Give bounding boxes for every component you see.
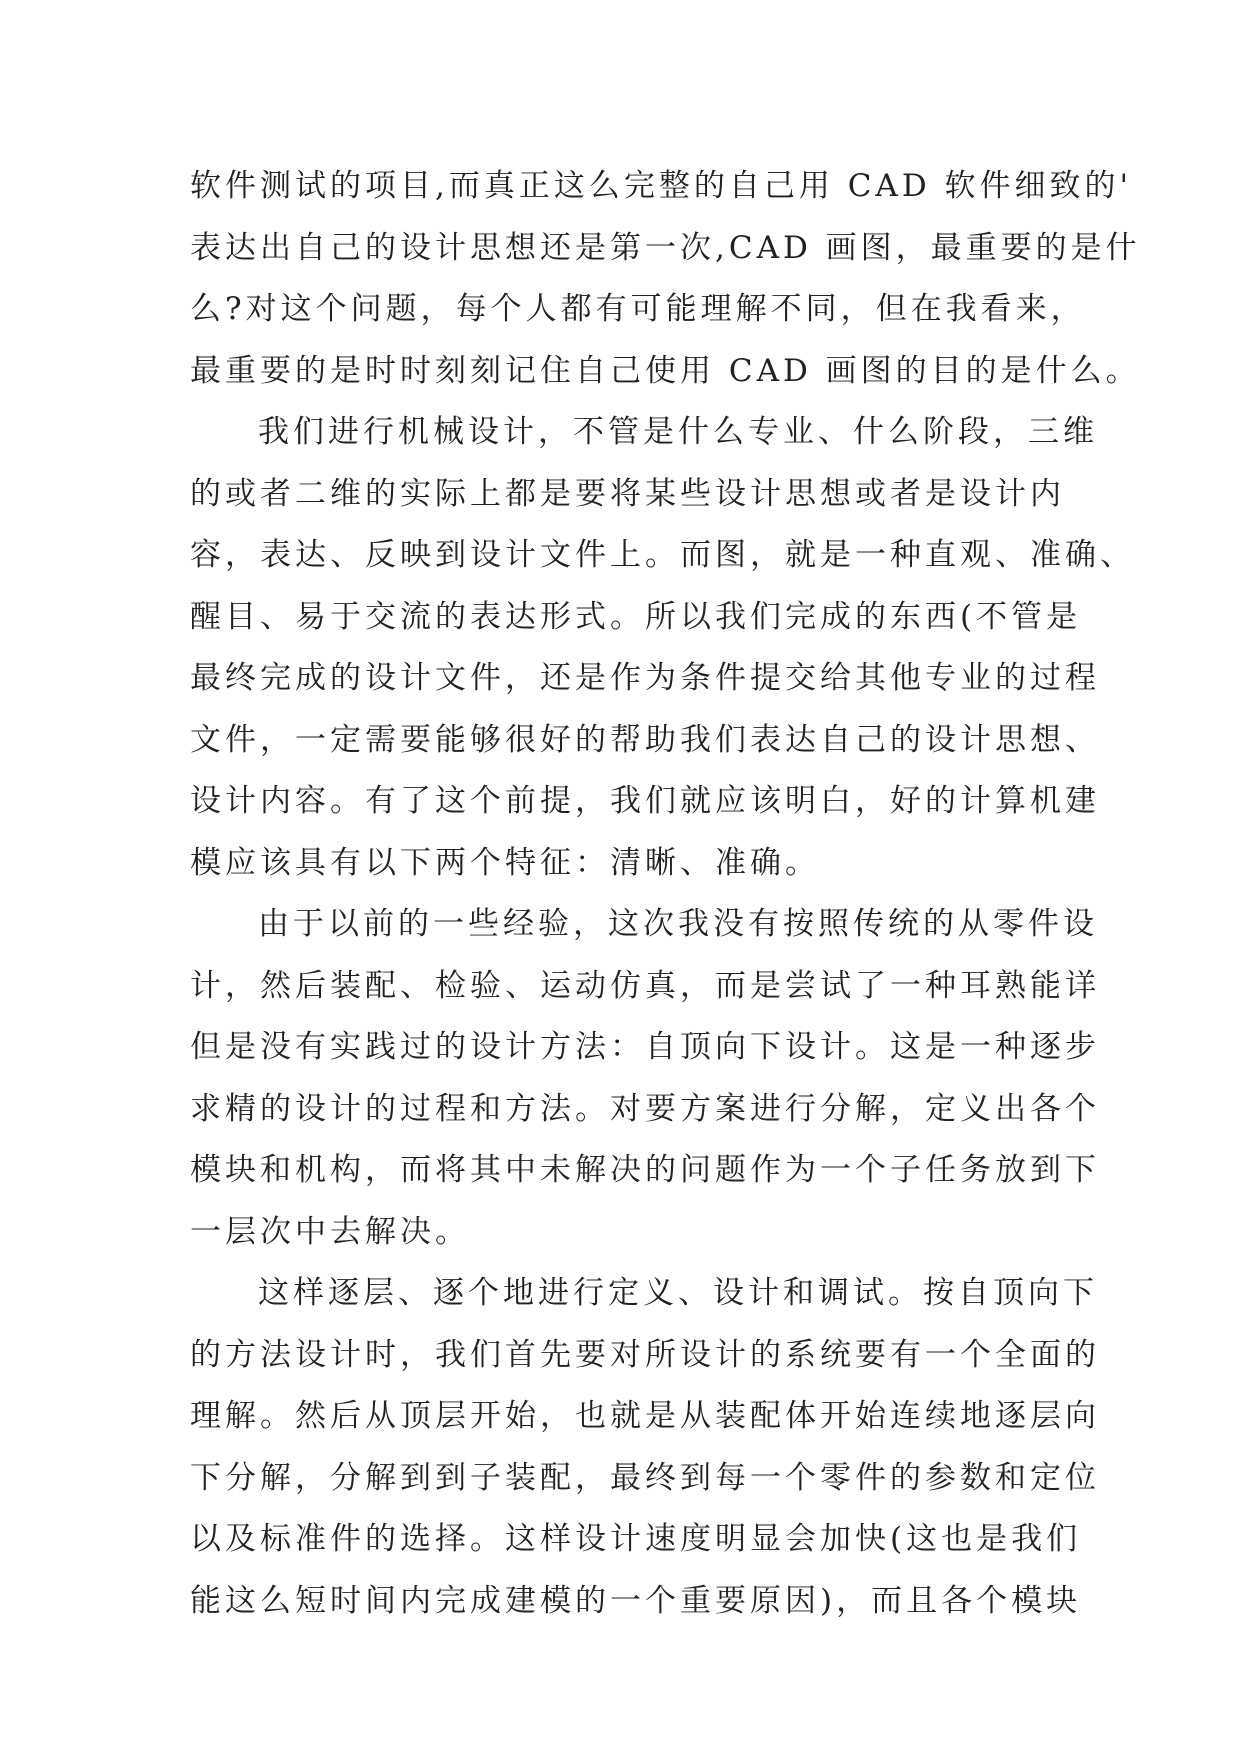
text-line: 文件，一定需要能够很好的帮助我们表达自己的设计思想、 — [190, 721, 1100, 758]
body-text — [190, 156, 1141, 1632]
text-line: 设计内容。有了这个前提，我们就应该明白，好的计算机建 — [190, 783, 1100, 819]
text-line: 模应该具有以下两个特征：清晰、准确。 — [190, 844, 820, 881]
paragraph-first-line: 这样逐层、逐个地进行定义、设计和调试。按自顶向下 — [258, 1275, 1098, 1311]
text-line: 最终完成的设计文件，还是作为条件提交给其他专业的过程 — [190, 660, 1100, 696]
text-line: 求精的设计的过程和方法。对要方案进行分解，定义出各个 — [190, 1090, 1100, 1127]
text-line: 能这么短时间内完成建模的一个重要原因)，而且各个模块 — [190, 1582, 1082, 1619]
text-line: 下分解，分解到到子装配，最终到每一个零件的参数和定位 — [190, 1459, 1100, 1496]
paragraph-first-line: 由于以前的一些经验，这次我没有按照传统的从零件设 — [258, 906, 1098, 942]
text-line: 一层次中去解决。 — [190, 1213, 470, 1250]
text-line: 理解。然后从顶层开始，也就是从装配体开始连续地逐层向 — [190, 1398, 1100, 1434]
text-line: 的方法设计时，我们首先要对所设计的系统要有一个全面的 — [190, 1336, 1100, 1373]
text-line: 最重要的是时时刻刻记住自己使用 CAD 画图的目的是什么。 — [190, 352, 1141, 389]
text-line: 表达出自己的设计思想还是第一次,CAD 画图，最重要的是什 — [190, 229, 1141, 266]
text-line: 的或者二维的实际上都是要将某些设计思想或者是设计内 — [190, 475, 1065, 512]
text-line: 容，表达、反映到设计文件上。而图，就是一种直观、准确、 — [190, 537, 1135, 573]
text-line: 计，然后装配、检验、运动仿真，而是尝试了一种耳熟能详 — [190, 967, 1100, 1004]
text-line: 模块和机构，而将其中未解决的问题作为一个子任务放到下 — [190, 1152, 1100, 1188]
text-line: 但是没有实践过的设计方法：自顶向下设计。这是一种逐步 — [190, 1029, 1100, 1065]
text-line: 醒目、易于交流的表达形式。所以我们完成的东西(不管是 — [190, 598, 1082, 635]
text-line: 以及标准件的选择。这样设计速度明显会加快(这也是我们 — [190, 1521, 1082, 1557]
text-line: 么?对这个问题，每个人都有可能理解不同，但在我看来， — [190, 291, 1086, 327]
paragraph-first-line: 我们进行机械设计，不管是什么专业、什么阶段，三维 — [258, 414, 1098, 450]
text-line: 软件测试的项目,而真正这么完整的自己用 CAD 软件细致的' — [190, 168, 1133, 204]
